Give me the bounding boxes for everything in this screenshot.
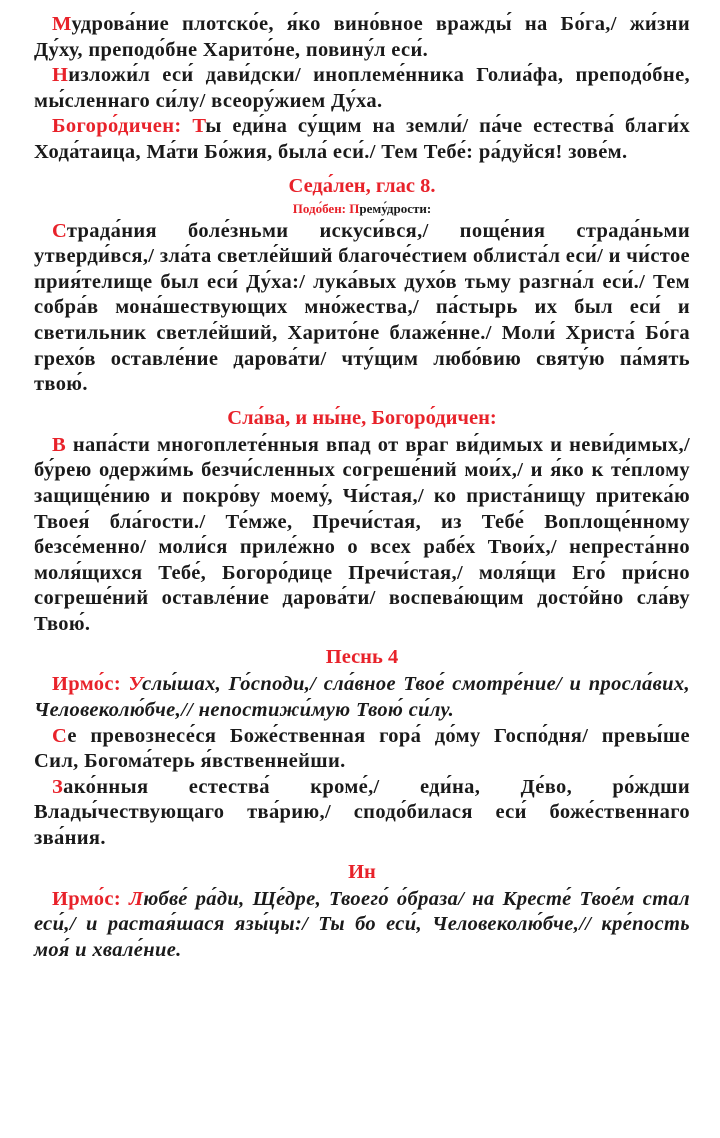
sedalen-text xyxy=(34,219,690,398)
pesn4-heading: Песнь 4 xyxy=(325,646,399,669)
drop-initial: З xyxy=(52,775,64,798)
troparion-1 xyxy=(34,12,690,63)
troparion-text: удрова́ние плотско́е, я́ко вино́вное вражды́ на Бо́га,/ жи́зни Ду́ху, преподо́бне Харито́не, повину́л еси́. xyxy=(34,13,690,61)
podoben-initial: П xyxy=(349,200,360,216)
troparion-2 xyxy=(34,63,690,114)
sedalen-heading: Седа́лен, глас 8. xyxy=(288,174,436,197)
drop-initial: М xyxy=(52,13,72,35)
drop-initial: Н xyxy=(52,64,69,87)
slava-heading: Сла́ва, и ны́не, Богоро́дичен: xyxy=(227,406,497,429)
irmos-text: слы́шах, Го́споди,/ сла́вное Твое́ смотре́ние/ и просла́вих, Человеколю́бче,// непостижи́мую Твою́ си́лу. xyxy=(34,673,690,722)
troparion-text: ако́нныя естества́ кроме́,/ еди́на, Де́во, ро́ждши Влады́чествующаго тва́рию,/ сподо́билася еси́ боже́ственнаго зва́ния. xyxy=(34,775,690,850)
irmos-2 xyxy=(34,887,690,964)
podoben-line xyxy=(34,201,690,217)
drop-initial: Л xyxy=(128,887,144,910)
podoben-label: Подо́бен: xyxy=(292,200,350,216)
in-heading: Ин xyxy=(348,860,376,883)
troparion-text: е превознесе́ся Боже́ственная гора́ до́му Госпо́дня/ превы́ше Сил, Богома́терь я́вственнейши. xyxy=(34,724,690,773)
irmos-text: юбве́ ра́ди, Ще́дре, Твоего́ о́браза/ на Кресте́ Твое́м стал еси́,/ и растая́шася язы́цы:/ Ты бо еси́, Человеколю́бче,// кре́пость моя́ и хвале́ние. xyxy=(34,887,690,961)
drop-initial: С xyxy=(52,219,67,242)
theotokion xyxy=(34,114,690,165)
theotokion-label: Богоро́дичен: xyxy=(52,115,193,138)
podoben-text: рему́дрости: xyxy=(359,200,432,216)
sedalen-body: трада́ния боле́зньми искуси́вся,/ поще́ния страда́ньми утверди́вся,/ зла́та светле́йший благоче́стием облиста́л еси́/ и чи́стое прия́телище был еси́ Ду́ха:/ лука́вых духо́в тьму разгна́л еси́./ Тем собра́в мона́шествующих мно́жества,/ па́стырь их был еси́ и светильник светле́йший, Харито́не блаже́нне./ Моли́ Христа́ Бо́га грехо́в оставле́ние дарова́ти/ чту́щим любо́вию святу́ю па́мять твою́. xyxy=(34,219,690,396)
theotokion-text: ы еди́на су́щим на земли́/ па́че естества́ благи́х Хода́таица, Ма́ти Бо́жия, была́ еси́./ Тем Тебе́: ра́дуйся! зове́м. xyxy=(34,115,690,163)
drop-initial: У xyxy=(128,673,143,696)
irmos-label: Ирмо́с: xyxy=(52,887,129,910)
drop-initial: Т xyxy=(192,115,206,138)
troparion-4 xyxy=(34,775,690,852)
irmos-label: Ирмо́с: xyxy=(52,673,129,696)
troparion-text: изложи́л еси́ дави́дски/ иноплеме́нника Голиа́фа, преподо́бне, мы́сленнаго си́лу/ всеору́жием Ду́ха. xyxy=(34,64,690,112)
drop-initial: С xyxy=(52,724,68,747)
slava-text xyxy=(34,433,690,638)
troparion-3 xyxy=(34,724,690,775)
slava-body: напа́сти многоплете́нныя впад от враг ви́димых и неви́димых,/ бу́рею одержи́мь безчи́сленных согреше́ний мои́х,/ и я́ко к те́плому защище́нию и покро́ву моему́, Чи́стая,/ ко приста́нищу притека́ю Твоея́ бла́гости./ Те́мже, Пречи́стая, из Тебе́ Воплоще́нному безсе́менно/ моли́ся приле́жно о всех рабе́х Твои́х,/ непреста́нно моля́щихся Тебе́, Богоро́дице Пречи́стая,/ моля́щи Его́ при́сно согреше́ний оставле́ние дарова́ти/ воспева́ющим досто́йно сла́ву Твою́. xyxy=(34,433,690,635)
irmos-1 xyxy=(34,672,690,723)
drop-initial: В xyxy=(52,433,67,456)
